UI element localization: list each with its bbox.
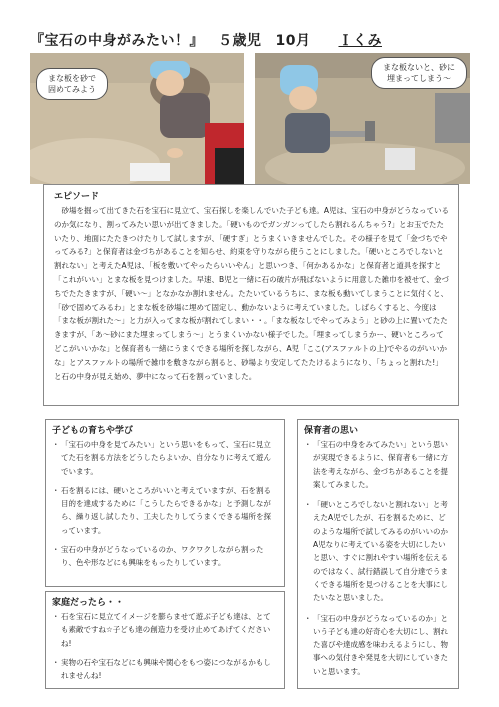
month-label: 10月 — [275, 33, 311, 49]
growth-list — [52, 438, 278, 576]
age-label: ５歳児 — [218, 33, 262, 49]
list-item: ・ 宝石の中身がどうなっているのか、ワクワクしながら割ったり、色や形などにも興味をもったりしています。 — [52, 543, 278, 570]
growth-box — [45, 419, 285, 587]
family-heading: 家庭だったら・・ — [52, 598, 125, 608]
teacher-heading: 保育者の思い — [304, 426, 359, 436]
caption-bubble-left: まな板を砂で 固めてみよう — [36, 68, 108, 100]
photo-right — [255, 53, 470, 184]
family-box — [45, 591, 285, 689]
caption-bubble-right: まな板ないと、砂に 埋まってしまう～ — [371, 57, 467, 89]
episode-box — [43, 184, 459, 406]
list-item: ・ 「宝石の中身をみてみたい」という思いが実現できるように、保育者も一緒に方法を考えながら、金づちがあることを提案してみました。 — [304, 438, 452, 491]
teacher-list — [304, 438, 452, 685]
list-item: ・ 「宝石の中身がどうなっているのか」という子ども達の好奇心を大切にし、割れた喜びや達成感を味わえるようにし、物事への気付きや発見を大切にしていきたいと思います。 — [304, 612, 452, 678]
growth-heading: 子どもの育ちや学び — [52, 426, 134, 436]
page-title — [30, 30, 382, 50]
title-text: 『宝石の中身がみたい！』 — [30, 33, 204, 49]
teacher-box — [297, 419, 459, 689]
list-item: ・ 石を宝石に見立てイメージを膨らませて遊ぶ子ども達は、とても素敵ですね☆子ども達の創造力を受け止めてあげてくださいね! — [52, 610, 278, 650]
family-list — [52, 610, 278, 688]
photo-left — [30, 53, 244, 184]
class-name: Ｉくみ — [338, 33, 382, 49]
list-item: ・ 「宝石の中身を見てみたい」という思いをもって、宝石に見立てた石を割る方法をどうしたらよいか、自分なりに考えて遊んでいます。 — [52, 438, 278, 478]
episode-heading: エピソード — [54, 192, 100, 202]
list-item: ・ 「硬いところでしないと割れない」と考えたA児でしたが、石を割るために、どのような場所で試してみるのがいいのかA児なりに考えている姿を大切にしたいと思い、すぐに割れやすい場所を伝えるのではなく、試行錯誤して自分達でうまくできる場所を見つけることを大事にしたいなと思いました。 — [304, 498, 452, 604]
list-item: ・ 実物の石や宝石などにも興味や関心をもつ姿につながるかもしれませんね! — [52, 656, 278, 683]
episode-body: 砂場を掘って出てきた石を宝石に見立て、宝石探しを楽しんでいた子ども達。A児は、宝石の中身がどうなっているのか気になり、割ってみたい思いが出てきました。「硬いものでガンガンってしたら割れるんちゃう?」とお玉でたたいたり、地面にたたきつけたりして試しますが、「硬すぎ」とうまくいきませんでした。その様子を見て「金づちでやってみる?」と保育者は金づちがあることを知らせ、約束を守りながら使うことにしました。「硬いところでしないと割れない」と考えたA児は、「板を敷いてやったらいいやん」と思いつき、「何かあるかな」と保育者と道具を探すと「これがいい」とまな板を見つけました。早速、B児と一緒に石の破片が飛ばないように用意した雑巾を被せて、金づちでたたきますが、「硬い～」となかなか割れません。たたいているうちに、まな板も動いてしまうことに気付くと、「砂で固めてみるわ」とまな板を砂場に埋めて固定し、動かないように考えていました。しばらくすると、今度は「まな板が割れた～」と力が入ってまな板が割れてしまい・・。「まな板なしでやってみよう」と砂の上に置いてたたきますが、「あ～砂にまた埋まってしまう～」とうまくいかない様子でした。「埋まってしまうかー、硬いところってどこがいいかな」と保育者も一緒にうまくできる場所を探しながら、A児「ここ(アスファルトの上)でやるのがいいかな」とアスファルトの場所で雑巾を敷きながら割ると、砂場より安定してたたけるようになり、「ちょっと割れた!」と石の中身が見え始め、夢中になって石を割っていました。 — [54, 206, 449, 381]
list-item: ・ 石を割るには、硬いところがいいと考えていますが、石を割る目的を達成するために「こうしたらできるかな」と予測しながら、繰り返し試したり、工夫したりしてうまくできる場所を探っています。 — [52, 484, 278, 537]
